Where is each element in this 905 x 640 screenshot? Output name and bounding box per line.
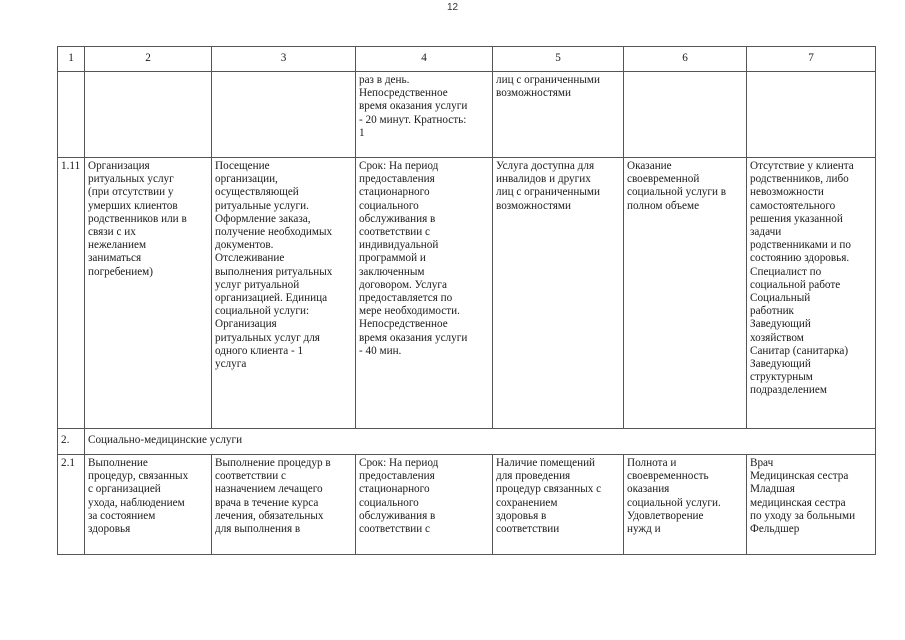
- cell-text-line: мере необходимости.: [359, 305, 460, 318]
- cell-text-line: структурным: [750, 371, 813, 384]
- cell-text-line: полном объеме: [627, 199, 700, 212]
- cell-text-line: обслуживания в: [359, 212, 436, 225]
- cell-text-line: Наличие помещений: [496, 457, 596, 469]
- cell-text-line: Заведующий: [750, 318, 811, 331]
- column-header-1: 1: [58, 47, 85, 72]
- cell-text-line: Специалист по: [750, 265, 822, 278]
- service-terms-cell: [356, 72, 493, 158]
- services-table: [57, 46, 876, 555]
- table-row: [58, 158, 876, 429]
- column-header-2: 2: [85, 47, 212, 72]
- cell-text-line: медицинская сестра: [750, 496, 846, 509]
- cell-text-line: ритуальных услуг: [88, 173, 174, 186]
- row-number: [58, 72, 85, 158]
- cell-text-line: лечения, обязательных: [215, 509, 324, 522]
- cell-text-line: ухода, наблюдением: [88, 496, 185, 509]
- cell-text-line: Санитар (санитарка): [750, 344, 849, 357]
- cell-text-line: возможностями: [496, 199, 571, 212]
- cell-text-line: процедур, связанных: [88, 470, 189, 483]
- cell-text-line: время оказания услуги: [359, 100, 468, 113]
- cell-text-line: нежеланием: [88, 239, 147, 252]
- cell-text-line: социального: [359, 199, 419, 212]
- cell-text-line: Младшая: [750, 483, 795, 496]
- column-header-6: 6: [624, 47, 747, 72]
- cell-text-line: раз в день.: [359, 74, 410, 86]
- cell-text-line: работник: [750, 305, 794, 318]
- cell-text-line: соответствии с: [215, 470, 286, 483]
- cell-text-line: Срок: На период: [359, 457, 439, 469]
- quality-indicators-cell: [624, 158, 747, 429]
- cell-text-line: самостоятельного: [750, 199, 836, 212]
- cell-text-line: программой и: [359, 252, 426, 265]
- cell-text-line: Организация: [88, 160, 150, 172]
- cell-text-line: получение необходимых: [215, 226, 333, 239]
- cell-text-line: сохранением: [496, 496, 558, 509]
- service-terms-cell: [356, 158, 493, 429]
- cell-text-line: Отслеживание: [215, 252, 285, 265]
- cell-text-line: одного клиента - 1: [215, 344, 304, 357]
- cell-text-line: Фельдшер: [750, 523, 800, 536]
- cell-text-line: ритуальных услуг для: [215, 331, 320, 344]
- cell-text-line: Удовлетворение: [627, 509, 704, 522]
- cell-text-line: Выполнение процедур в: [215, 457, 331, 469]
- header-row: [58, 47, 876, 72]
- service-name-cell: [85, 455, 212, 555]
- cell-text-line: - 40 мин.: [359, 344, 402, 357]
- quality-indicators-cell: [624, 455, 747, 555]
- conditions-and-staff-cell: [747, 72, 876, 158]
- cell-text-line: Полнота и: [627, 457, 677, 469]
- cell-text-line: заниматься: [88, 252, 142, 265]
- cell-text-line: Оказание: [627, 160, 672, 172]
- service-name-cell: [85, 72, 212, 158]
- accessibility-cell: [493, 158, 624, 429]
- cell-text-line: соответствии с: [359, 523, 430, 536]
- cell-text-line: невозможности: [750, 186, 824, 199]
- column-header-3: 3: [212, 47, 356, 72]
- cell-text-line: организацией. Единица: [215, 292, 328, 305]
- cell-text-line: индивидуальной: [359, 239, 439, 252]
- cell-text-line: хозяйством: [750, 331, 804, 344]
- cell-text-line: задачи: [750, 226, 782, 239]
- cell-text-line: стационарного: [359, 483, 430, 496]
- cell-text-line: - 20 минут. Кратность:: [359, 113, 467, 126]
- cell-text-line: 1: [359, 126, 365, 139]
- cell-text-line: Непосредственное: [359, 87, 448, 100]
- cell-text-line: здоровья в: [496, 509, 547, 522]
- cell-text-line: заключенным: [359, 265, 425, 278]
- page-number: 12: [446, 2, 459, 13]
- cell-text-line: родственниками и по: [750, 239, 852, 252]
- cell-text-line: для проведения: [496, 470, 571, 483]
- cell-text-line: обслуживания в: [359, 509, 436, 522]
- cell-text-line: лиц с ограниченными: [496, 74, 600, 86]
- cell-text-line: социальной услуги:: [215, 305, 310, 318]
- cell-text-line: (при отсутствии у: [88, 186, 174, 199]
- cell-text-line: осуществляющей: [215, 186, 299, 199]
- conditions-and-staff-cell: [747, 158, 876, 429]
- cell-text-line: с организацией: [88, 483, 161, 496]
- cell-text-line: ритуальные услуги.: [215, 199, 309, 212]
- section-title: Социально-медицинские услуги: [85, 429, 876, 455]
- service-description-cell: [212, 455, 356, 555]
- cell-text-line: своевременность: [627, 470, 709, 483]
- cell-text-line: Услуга доступна для: [496, 160, 595, 172]
- table-row: [58, 455, 876, 555]
- cell-text-line: врача в течение курса: [215, 496, 319, 509]
- row-number: 2.: [58, 429, 85, 455]
- cell-text-line: решения указанной: [750, 212, 843, 225]
- cell-text-line: предоставления: [359, 173, 435, 186]
- service-description-cell: [212, 158, 356, 429]
- cell-text-line: связи с их: [88, 226, 136, 239]
- cell-text-line: по уходу за больными: [750, 509, 856, 522]
- cell-text-line: договором. Услуга: [359, 278, 447, 291]
- cell-text-line: родственников или в: [88, 212, 187, 225]
- cell-text-line: возможностями: [496, 87, 571, 100]
- cell-text-line: лиц с ограниченными: [496, 186, 600, 199]
- cell-text-line: Выполнение: [88, 457, 148, 469]
- cell-text-line: погребением): [88, 265, 153, 278]
- cell-text-line: Медицинская сестра: [750, 470, 849, 483]
- service-name-cell: [85, 158, 212, 429]
- service-description-cell: [212, 72, 356, 158]
- column-header-7: 7: [747, 47, 876, 72]
- cell-text-line: Срок: На период: [359, 160, 439, 172]
- cell-text-line: подразделением: [750, 384, 827, 397]
- cell-text-line: назначением лечащего: [215, 483, 323, 496]
- cell-text-line: оказания: [627, 483, 670, 496]
- cell-text-line: услуга: [215, 358, 247, 371]
- cell-text-line: Непосредственное: [359, 318, 448, 331]
- cell-text-line: соответствии с: [359, 226, 430, 239]
- cell-text-line: организации,: [215, 173, 278, 186]
- conditions-and-staff-cell: [747, 455, 876, 555]
- cell-text-line: Отсутствие у клиента: [750, 160, 854, 172]
- cell-text-line: социальной услуги.: [627, 496, 721, 509]
- service-terms-cell: [356, 455, 493, 555]
- cell-text-line: состоянию здоровья.: [750, 252, 850, 265]
- accessibility-cell: [493, 455, 624, 555]
- row-number: 1.11: [58, 158, 85, 429]
- cell-text-line: социальной услуги в: [627, 186, 727, 199]
- table-row: [58, 72, 876, 158]
- cell-text-line: процедур связанных с: [496, 483, 602, 496]
- cell-text-line: Заведующий: [750, 358, 811, 371]
- section-row: [58, 429, 876, 455]
- cell-text-line: социальной работе: [750, 278, 841, 291]
- cell-text-line: время оказания услуги: [359, 331, 468, 344]
- cell-text-line: для выполнения в: [215, 523, 301, 536]
- column-header-5: 5: [493, 47, 624, 72]
- cell-text-line: документов.: [215, 239, 274, 252]
- cell-text-line: социального: [359, 496, 419, 509]
- cell-text-line: умерших клиентов: [88, 199, 178, 212]
- cell-text-line: Посещение: [215, 160, 270, 172]
- cell-text-line: соответствии: [496, 523, 560, 536]
- quality-indicators-cell: [624, 72, 747, 158]
- cell-text-line: выполнения ритуальных: [215, 265, 333, 278]
- cell-text-line: своевременной: [627, 173, 700, 186]
- cell-text-line: Оформление заказа,: [215, 212, 311, 225]
- cell-text-line: Социальный: [750, 292, 811, 305]
- column-header-4: 4: [356, 47, 493, 72]
- cell-text-line: здоровья: [88, 523, 131, 536]
- cell-text-line: родственников, либо: [750, 173, 849, 186]
- row-number: 2.1: [58, 455, 85, 555]
- cell-text-line: Врач: [750, 457, 774, 469]
- cell-text-line: инвалидов и других: [496, 173, 591, 186]
- cell-text-line: Организация: [215, 318, 277, 331]
- cell-text-line: предоставления: [359, 470, 435, 483]
- accessibility-cell: [493, 72, 624, 158]
- cell-text-line: предоставляется по: [359, 292, 453, 305]
- cell-text-line: услуг ритуальной: [215, 278, 300, 291]
- cell-text-line: стационарного: [359, 186, 430, 199]
- cell-text-line: нужд и: [627, 523, 661, 536]
- cell-text-line: за состоянием: [88, 509, 156, 522]
